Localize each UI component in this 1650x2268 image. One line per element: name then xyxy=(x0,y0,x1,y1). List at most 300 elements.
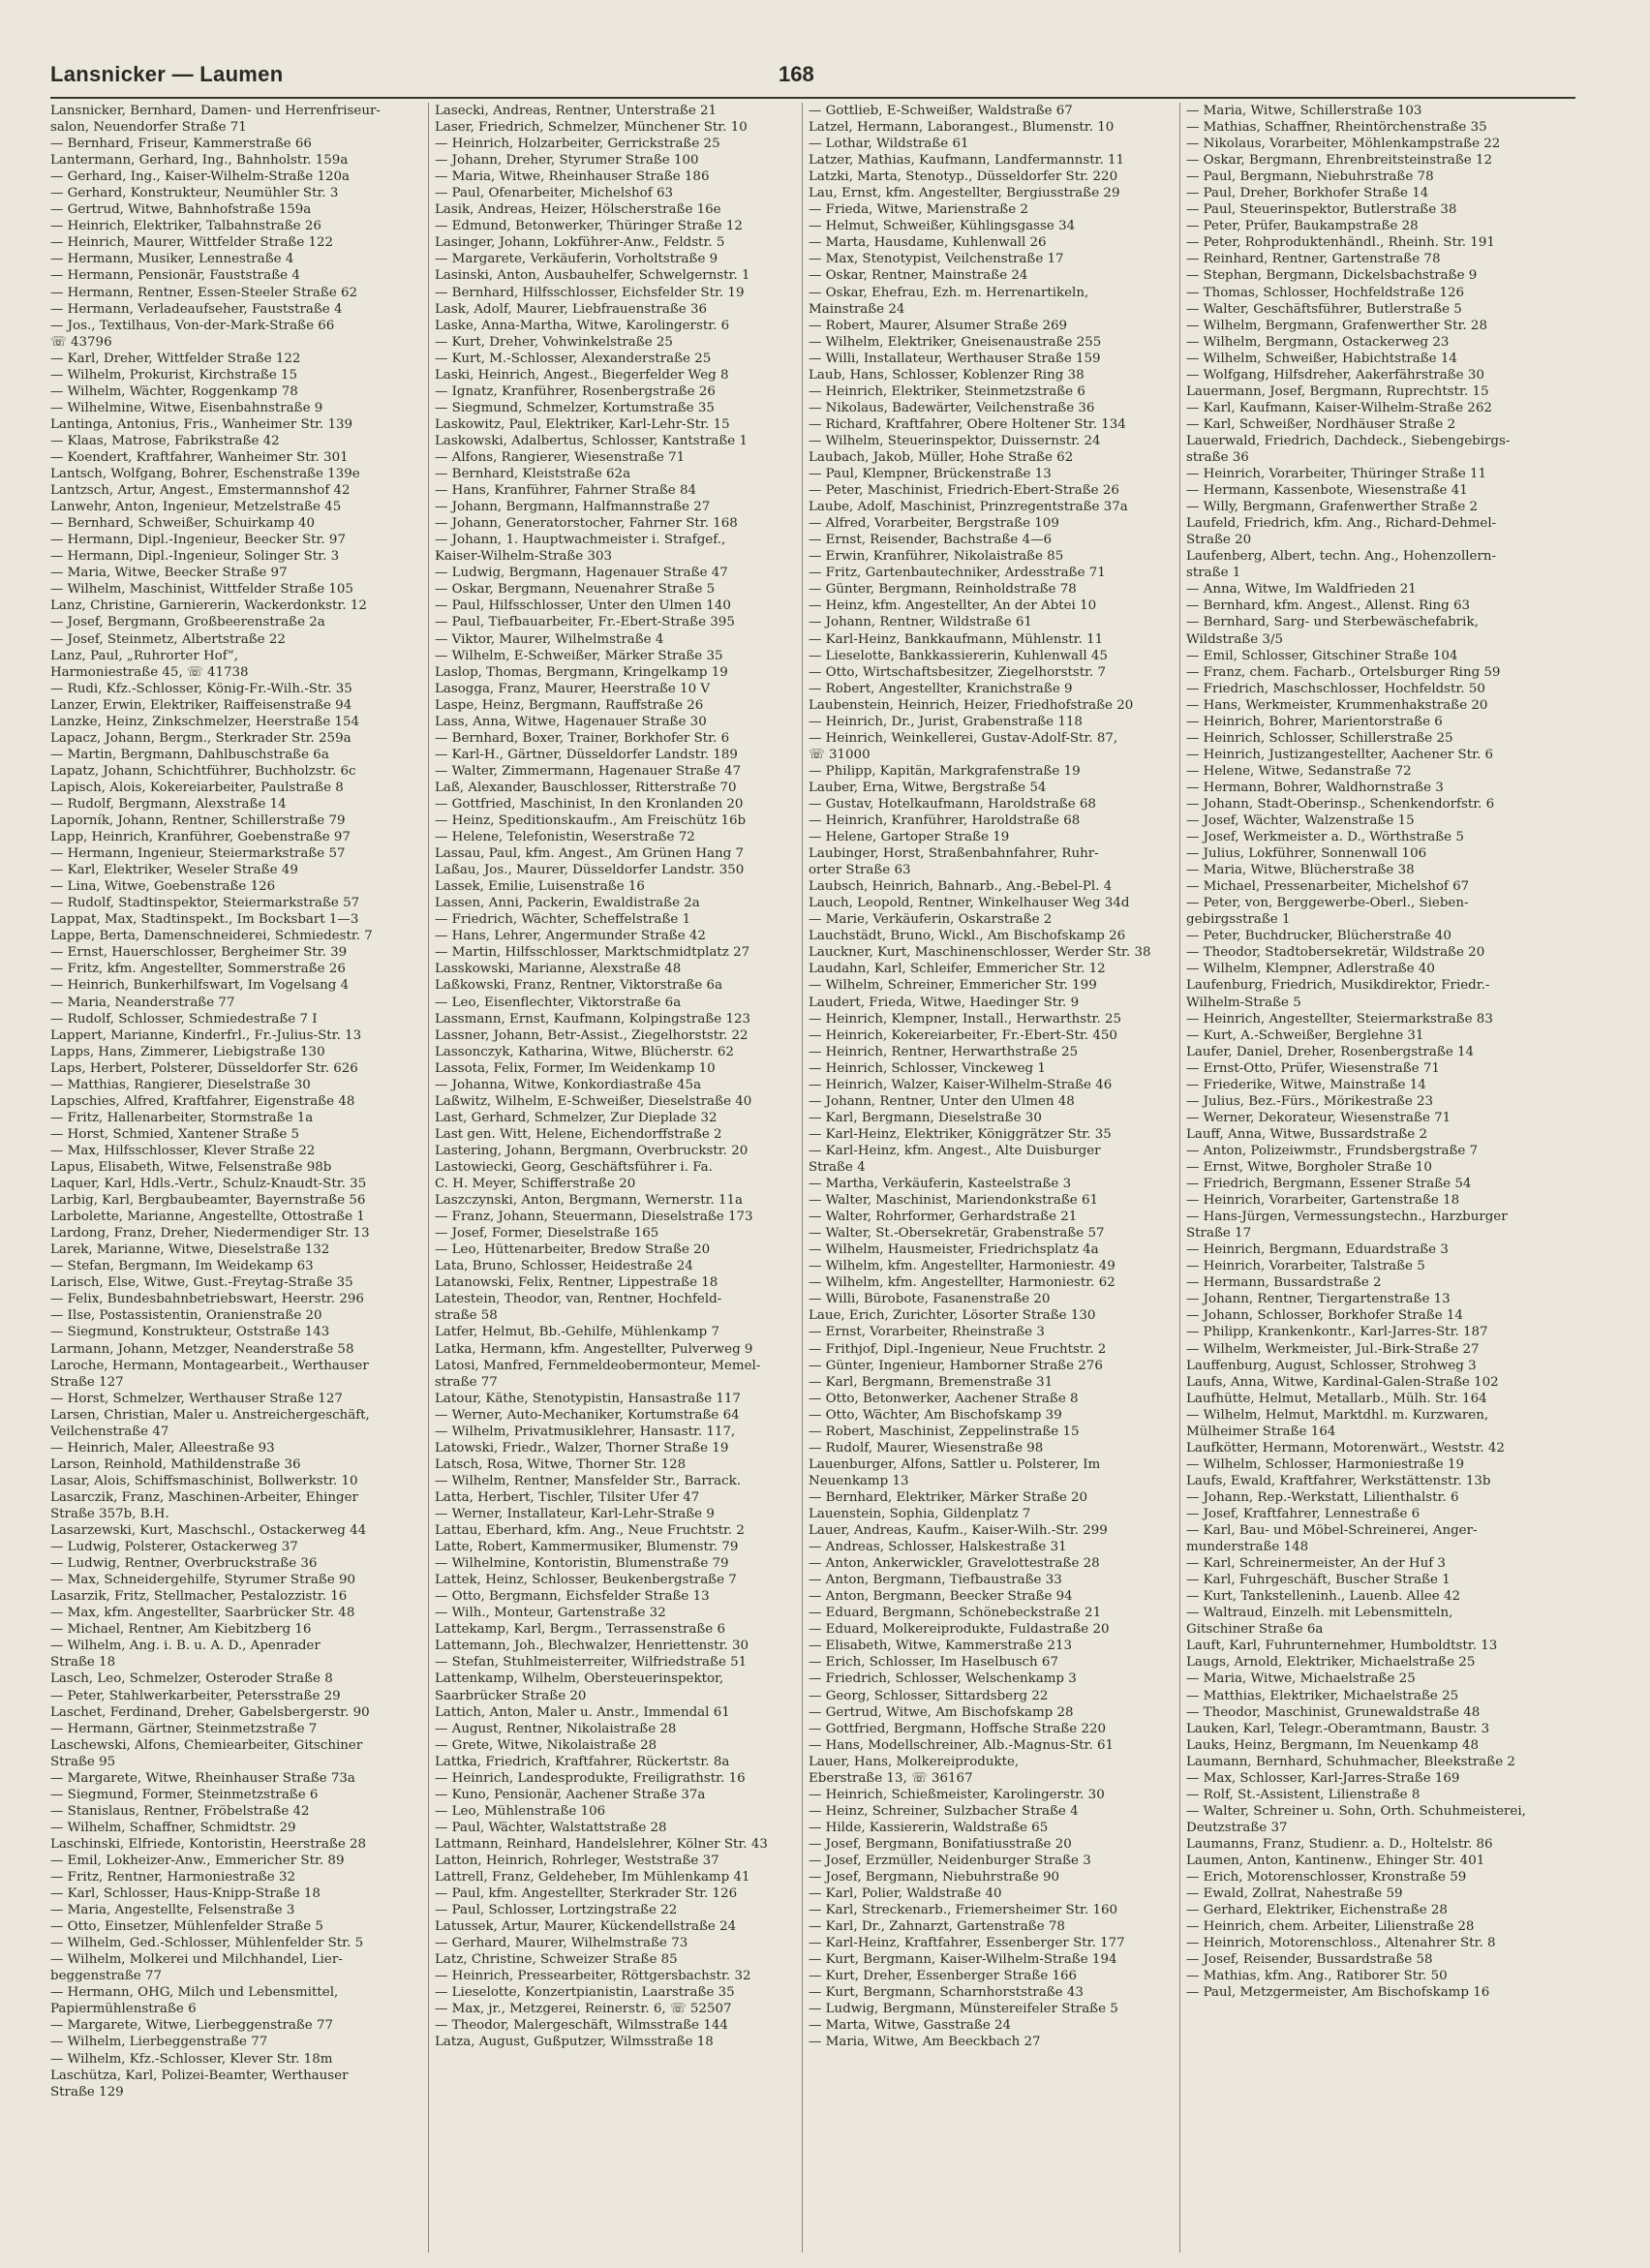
directory-entry-line: Wildstraße 3/5 xyxy=(1186,631,1283,647)
directory-entry-line: — Bernhard, Boxer, Trainer, Borkhofer Str. 6 xyxy=(435,730,730,746)
directory-entry-line: — Rudolf, Stadtinspektor, Steiermarkstraße 57 xyxy=(50,896,360,911)
directory-entry-line: — Gustav, Hotelkaufmann, Haroldstraße 68 xyxy=(809,796,1096,812)
directory-entry-line: beggenstraße 77 xyxy=(50,1969,162,1984)
directory-entry-line: Lapatz, Johann, Schichtführer, Buchholzstr. 6c xyxy=(50,763,356,779)
directory-entry-line: Lauerwald, Friedrich, Dachdeck., Siebengebirgs- xyxy=(1186,433,1511,448)
directory-entry-line: — Oskar, Ehefrau, Ezh. m. Herrenartikeln, xyxy=(809,285,1089,300)
directory-entry-line: — Leo, Hüttenarbeiter, Bredow Straße 20 xyxy=(435,1242,711,1258)
directory-entry-line: — Heinrich, chem. Arbeiter, Lilienstraße 28 xyxy=(1186,1919,1475,1935)
directory-entry-line: — Anton, Bergmann, Beecker Straße 94 xyxy=(809,1589,1073,1605)
column-4 xyxy=(1179,103,1583,2253)
directory-entry-line: — Gottlieb, E-Schweißer, Waldstraße 67 xyxy=(809,104,1073,118)
directory-entry-line: gebirgsstraße 1 xyxy=(1186,912,1291,928)
directory-entry-line: — Bernhard, Kleiststraße 62a xyxy=(435,467,631,482)
directory-entry-line: — Kurt, Tankstelleninh., Lauenb. Allee 42 xyxy=(1186,1589,1460,1605)
directory-entry-line: — Ewald, Zollrat, Nahestraße 59 xyxy=(1186,1886,1403,1902)
directory-entry-line: Laufenberg, Albert, techn. Ang., Hohenzollern- xyxy=(1186,549,1497,565)
directory-entry-line: Laugs, Arnold, Elektriker, Michaelstraße 25 xyxy=(1186,1655,1476,1670)
directory-entry-line: — Willy, Bergmann, Grafenwerther Straße 2 xyxy=(1186,500,1479,515)
directory-entry-line: — Wilhelm, Elektriker, Gneisenaustraße 255 xyxy=(809,334,1102,350)
directory-entry-line: Lauks, Heinz, Bergmann, Im Neuenkamp 48 xyxy=(1186,1737,1479,1753)
directory-entry-line: Straße 129 xyxy=(50,2084,124,2099)
directory-entry-line: Lattka, Friedrich, Kraftfahrer, Rückertstr. 8a xyxy=(435,1754,730,1769)
directory-entry-line: — Siegmund, Konstrukteur, Oststraße 143 xyxy=(50,1325,330,1340)
directory-entry-line: Laszczynski, Anton, Bergmann, Wernerstr. 11a xyxy=(435,1193,744,1209)
directory-entry-line: — Willi, Installateur, Werthauser Straße 159 xyxy=(809,351,1101,366)
directory-entry-line: Larbolette, Marianne, Angestellte, Ottostraße 1 xyxy=(50,1210,365,1225)
directory-entry-line: — Hermann, Gärtner, Steinmetzstraße 7 xyxy=(50,1721,318,1736)
directory-entry-line: — Wilhelm, Kfz.-Schlosser, Klever Str. 18m xyxy=(50,2051,333,2067)
directory-entry-line: — Oskar, Bergmann, Ehrenbreitsteinstraße 12 xyxy=(1186,153,1493,169)
directory-entry-line: — Willi, Bürobote, Fasanenstraße 20 xyxy=(809,1292,1051,1307)
directory-entry-line: Lauken, Karl, Telegr.-Oberamtmann, Baustr. 3 xyxy=(1186,1721,1490,1736)
directory-entry-line: Lassonczyk, Katharina, Witwe, Blücherstr. 62 xyxy=(435,1044,734,1059)
directory-entry-line: — Elisabeth, Witwe, Kammerstraße 213 xyxy=(809,1639,1072,1654)
directory-entry-line: — Andreas, Schlosser, Halskestraße 31 xyxy=(809,1540,1067,1555)
directory-entry-line: Laß, Alexander, Bauschlosser, Ritterstraße 70 xyxy=(435,780,737,795)
directory-entry-line: — Otto, Bergmann, Eichsfelder Straße 13 xyxy=(435,1589,710,1605)
directory-entry-line: — Ilse, Postassistentin, Oranienstraße 20 xyxy=(50,1308,322,1324)
directory-entry-line: — Walter, Geschäftsführer, Butlerstraße 5 xyxy=(1186,301,1462,317)
directory-entry-line: Latour, Käthe, Stenotypistin, Hansastraße 117 xyxy=(435,1391,741,1406)
directory-entry-line: Lassmann, Ernst, Kaufmann, Kolpingstraße 123 xyxy=(435,1011,750,1027)
directory-entry-line: — Reinhard, Rentner, Gartenstraße 78 xyxy=(1186,252,1441,267)
directory-entry-line: Latowski, Friedr., Walzer, Thorner Straße 19 xyxy=(435,1440,729,1456)
directory-entry-line: — Marta, Hausdame, Kuhlenwall 26 xyxy=(809,235,1047,251)
directory-entry-line: Lauber, Erna, Witwe, Bergstraße 54 xyxy=(809,780,1047,795)
directory-entry-line: Laslop, Thomas, Bergmann, Kringelkamp 19 xyxy=(435,664,728,680)
directory-entry-line: — Martha, Verkäuferin, Kasteelstraße 3 xyxy=(809,1177,1072,1192)
column-3 xyxy=(802,103,1175,2253)
directory-entry-line: Lastowiecki, Georg, Geschäftsführer i. Fa. xyxy=(435,1160,713,1175)
directory-entry-line: — Heinrich, Bunkerhilfswart, Im Vogelsang 4 xyxy=(50,978,350,994)
directory-entry-line: — Wilhelm, Prokurist, Kirchstraße 15 xyxy=(50,367,298,383)
directory-entry-line: — Josef, Bergmann, Niebuhrstraße 90 xyxy=(809,1870,1059,1885)
directory-entry-line: — Wolfgang, Hilfsdreher, Aakerfährstraße 30 xyxy=(1186,367,1484,383)
directory-entry-line: — Wilhelm, Ged.-Schlosser, Mühlenfelder Str. 5 xyxy=(50,1936,364,1951)
directory-entry-line: — Erwin, Kranführer, Nikolaistraße 85 xyxy=(809,549,1064,565)
directory-entry-line: — Gerhard, Elektriker, Eichenstraße 28 xyxy=(1186,1903,1448,1918)
directory-entry-line: Lantsch, Wolfgang, Bohrer, Eschenstraße 139e xyxy=(50,467,360,482)
directory-entry-line: — Anna, Witwe, Im Waldfrieden 21 xyxy=(1186,582,1417,598)
directory-entry-line: — Helene, Gartoper Straße 19 xyxy=(809,830,1010,845)
directory-entry-line: — Helene, Witwe, Sedanstraße 72 xyxy=(1186,763,1412,779)
directory-entry-line: Lasch, Leo, Schmelzer, Osteroder Straße 8 xyxy=(50,1671,333,1687)
directory-entry-line: — Heinrich, Dr., Jurist, Grabenstraße 118 xyxy=(809,714,1083,729)
directory-entry-line: — Robert, Maurer, Alsumer Straße 269 xyxy=(809,318,1068,333)
directory-entry-line: — Eduard, Bergmann, Schönebeckstraße 21 xyxy=(809,1606,1102,1621)
column-2 xyxy=(428,103,801,2253)
directory-entry-line: Laßkowski, Franz, Rentner, Viktorstraße 6a xyxy=(435,978,723,994)
directory-entry-line: — Wilhelm, Helmut, Marktdhl. m. Kurzwaren, xyxy=(1186,1407,1489,1423)
directory-entry-line: Laumen, Anton, Kantinenw., Ehinger Str. 401 xyxy=(1186,1853,1485,1868)
directory-entry-line: — Siegmund, Former, Steinmetzstraße 6 xyxy=(50,1787,319,1802)
directory-entry-line: Lauckner, Kurt, Maschinenschlosser, Werder Str. 38 xyxy=(809,945,1151,961)
directory-entry-line: Last gen. Witt, Helene, Eichendorffstraße 2 xyxy=(435,1126,722,1142)
directory-entry-line: — Fritz, Gartenbautechniker, Ardesstraße 71 xyxy=(809,566,1106,581)
directory-entry-line: Latz, Christine, Schweizer Straße 85 xyxy=(435,1952,678,1968)
directory-entry-line: — Ignatz, Kranführer, Rosenbergstraße 26 xyxy=(435,383,716,399)
directory-entry-line: — Ernst-Otto, Prüfer, Wiesenstraße 71 xyxy=(1186,1060,1440,1076)
directory-entry-line: — Hermann, OHG, Milch und Lebensmittel, xyxy=(50,1985,339,2001)
directory-entry-line: — August, Rentner, Nikolaistraße 28 xyxy=(435,1721,677,1736)
directory-entry-line: — Hans, Kranführer, Fahrner Straße 84 xyxy=(435,483,697,499)
directory-entry-line: — Friedrich, Schlosser, Welschenkamp 3 xyxy=(809,1671,1077,1687)
directory-entry-line: — Stanislaus, Rentner, Fröbelstraße 42 xyxy=(50,1803,310,1819)
directory-entry-line: Laub, Hans, Schlosser, Koblenzer Ring 38 xyxy=(809,367,1085,383)
directory-entry-line: — Wilhelm, kfm. Angestellter, Harmoniestr. 49 xyxy=(809,1259,1115,1274)
directory-entry-line: — Wilhelm, Steuerinspektor, Duissernstr. 24 xyxy=(809,433,1101,448)
directory-entry-line: — Ernst, Hauerschlosser, Bergheimer Str. 39 xyxy=(50,945,348,961)
directory-entry-line: — Karl, Bergmann, Bremenstraße 31 xyxy=(809,1374,1054,1390)
directory-entry-line: — Helmut, Schweißer, Kühlingsgasse 34 xyxy=(809,219,1076,234)
directory-entry-line: — Karl, Bergmann, Dieselstraße 30 xyxy=(809,1110,1042,1125)
directory-entry-line: — Werner, Installateur, Karl-Lehr-Straße 9 xyxy=(435,1506,715,1521)
directory-entry-line: — Leo, Eisenflechter, Viktorstraße 6a xyxy=(435,995,682,1010)
directory-entry-line: — Walter, Rohrformer, Gerhardstraße 21 xyxy=(809,1210,1078,1225)
directory-entry-line: — Bernhard, Schweißer, Schuirkamp 40 xyxy=(50,516,316,532)
directory-entry-line: Deutzstraße 37 xyxy=(1186,1820,1288,1835)
directory-entry-line: — Gerhard, Ing., Kaiser-Wilhelm-Straße 120a xyxy=(50,169,351,185)
directory-entry-line: — Peter, Rohproduktenhändl., Rheinh. Str. 191 xyxy=(1186,235,1495,251)
directory-entry-line: — Rudolf, Maurer, Wiesenstraße 98 xyxy=(809,1440,1044,1456)
directory-entry-line: — Wilhelmine, Witwe, Eisenbahnstraße 9 xyxy=(50,400,323,415)
directory-entry-line: Laschütza, Karl, Polizei-Beamter, Werthauser xyxy=(50,2068,349,2083)
directory-entry-line: — Erich, Schlosser, Im Haselbusch 67 xyxy=(809,1655,1058,1670)
directory-entry-line: Lauch, Leopold, Rentner, Winkelhauser Weg 34d xyxy=(809,896,1130,911)
directory-entry-line: Latfer, Helmut, Bb.-Gehilfe, Mühlenkamp 7 xyxy=(435,1325,720,1340)
directory-entry-line: — Peter, Buchdrucker, Blücherstraße 40 xyxy=(1186,929,1451,944)
directory-entry-line: — Franz, chem. Facharb., Ortelsburger Ring 59 xyxy=(1186,664,1501,680)
directory-entry-line: — Kurt, Bergmann, Kaiser-Wilhelm-Straße 194 xyxy=(809,1952,1117,1968)
directory-entry-line: Straße 18 xyxy=(50,1655,116,1670)
directory-entry-line: — Nikolaus, Vorarbeiter, Möhlenkampstraße 22 xyxy=(1186,137,1501,152)
directory-entry-line: — Bernhard, Sarg- und Sterbewäschefabrik, xyxy=(1186,615,1479,630)
directory-entry-line: Lanz, Paul, „Ruhrorter Hof“, xyxy=(50,648,239,663)
directory-entry-line: Lauer, Andreas, Kaufm., Kaiser-Wilh.-Str. 299 xyxy=(809,1523,1108,1539)
directory-entry-line: — Anton, Bergmann, Tiefbaustraße 33 xyxy=(809,1573,1062,1588)
directory-entry-line: — Oskar, Rentner, Mainstraße 24 xyxy=(809,268,1028,284)
directory-entry-line: — Maria, Witwe, Am Beeckbach 27 xyxy=(809,2035,1041,2050)
directory-entry-line: Laspe, Heinz, Bergmann, Rauffstraße 26 xyxy=(435,697,704,713)
directory-entry-line: orter Straße 63 xyxy=(809,863,911,878)
directory-entry-line: — Wilhelm, Bergmann, Grafenwerther Str. 28 xyxy=(1186,318,1487,333)
directory-entry-line: Lass, Anna, Witwe, Hagenauer Straße 30 xyxy=(435,714,707,729)
directory-entry-line: Lasogga, Franz, Maurer, Heerstraße 10 V xyxy=(435,681,711,696)
directory-entry-line: — Siegmund, Schmelzer, Kortumstraße 35 xyxy=(435,400,715,415)
directory-entry-line: — Jos., Textilhaus, Von-der-Mark-Straße 66 xyxy=(50,318,335,333)
directory-entry-line: — Heinrich, Elektriker, Steinmetzstraße 6 xyxy=(809,383,1085,399)
directory-entry-line: Lattekamp, Karl, Bergm., Terrassenstraße 6 xyxy=(435,1622,726,1638)
directory-entry-line: Lauenburger, Alfons, Sattler u. Polsterer, Im xyxy=(809,1456,1101,1472)
directory-entry-line: — Johann, Stadt-Oberinsp., Schenkendorfstr. 6 xyxy=(1186,796,1495,812)
directory-entry-line: — Johanna, Witwe, Konkordiastraße 45a xyxy=(435,1077,702,1092)
directory-entry-line: Lansnicker, Bernhard, Damen- und Herrenfriseur- xyxy=(50,104,381,118)
directory-entry-line: Harmoniestraße 45, ☏ 41738 xyxy=(50,664,249,680)
directory-entry-line: — Wilhelm, Maschinist, Wittfelder Straße 105 xyxy=(50,582,353,598)
directory-entry-line: — Maria, Witwe, Rheinhauser Straße 186 xyxy=(435,169,710,185)
directory-entry-line: — Margarete, Witwe, Lierbeggenstraße 77 xyxy=(50,2018,334,2034)
directory-entry-line: — Margarete, Witwe, Rheinhauser Straße 73a xyxy=(50,1770,355,1786)
directory-entry-line: Lassen, Anni, Packerin, Ewaldistraße 2a xyxy=(435,896,700,911)
directory-entry-line: — Kurt, Dreher, Essenberger Straße 166 xyxy=(809,1969,1078,1984)
directory-entry-line: — Max, Schneidergehilfe, Styrumer Straße 90 xyxy=(50,1573,356,1588)
directory-entry-line: Latzel, Hermann, Laborangest., Blumenstr. 10 xyxy=(809,120,1115,136)
directory-entry-line: Straße 17 xyxy=(1186,1226,1252,1241)
directory-entry-line: Lassner, Johann, Betr-Assist., Ziegelhorststr. 22 xyxy=(435,1027,749,1043)
directory-entry-line: — Gertrud, Witwe, Bahnhofstraße 159a xyxy=(50,202,312,218)
directory-entry-line: — Hermann, Pensionär, Fauststraße 4 xyxy=(50,268,300,284)
directory-entry-line: — Heinrich, Vorarbeiter, Gartenstraße 18 xyxy=(1186,1193,1460,1209)
directory-entry-line: Latzer, Mathias, Kaufmann, Landfermannstr. 11 xyxy=(809,153,1125,169)
directory-entry-line: — Robert, Angestellter, Kranichstraße 9 xyxy=(809,681,1073,696)
directory-entry-line: — Johann, Rep.-Werkstatt, Lilienthalstr. 6 xyxy=(1186,1489,1459,1505)
directory-entry-line: Latosi, Manfred, Fernmeldeobermonteur, Memel- xyxy=(435,1358,761,1373)
directory-entry-line: Last, Gerhard, Schmelzer, Zur Dieplade 32 xyxy=(435,1110,718,1125)
directory-entry-line: — Johann, 1. Hauptwachmeister i. Strafgef., xyxy=(435,533,726,548)
directory-entry-line: — Max, Hilfsschlosser, Klever Straße 22 xyxy=(50,1143,316,1158)
directory-entry-line: — Heinrich, Schlosser, Vinckeweg 1 xyxy=(809,1060,1046,1076)
directory-entry-line: — Gottfried, Maschinist, In den Kronlanden 20 xyxy=(435,796,744,812)
directory-entry-line: — Heinz, Schreiner, Sulzbacher Straße 4 xyxy=(809,1803,1079,1819)
directory-entry-line: — Wilhelm, kfm. Angestellter, Harmoniestr. 62 xyxy=(809,1275,1115,1291)
directory-entry-line: — Theodor, Malergeschäft, Wilmsstraße 144 xyxy=(435,2018,728,2034)
directory-entry-line: — Günter, Bergmann, Reinholdstraße 78 xyxy=(809,582,1077,598)
directory-entry-line: Lattich, Anton, Maler u. Anstr., Immendal 61 xyxy=(435,1704,730,1720)
directory-entry-line: Lattau, Eberhard, kfm. Ang., Neue Fruchtstr. 2 xyxy=(435,1523,745,1539)
directory-entry-line: — Friederike, Witwe, Mainstraße 14 xyxy=(1186,1077,1426,1092)
directory-entry-line: — Wilhelm, Lierbeggenstraße 77 xyxy=(50,2035,268,2050)
directory-entry-line: — Hermann, Musiker, Lennestraße 4 xyxy=(50,252,294,267)
directory-entry-line: straße 36 xyxy=(1186,449,1249,465)
directory-entry-line: — Heinrich, Bohrer, Marientorstraße 6 xyxy=(1186,714,1443,729)
directory-entry-line: — Wilhelm, E-Schweißer, Märker Straße 35 xyxy=(435,648,723,663)
directory-entry-line: — Ernst, Vorarbeiter, Rheinstraße 3 xyxy=(809,1325,1045,1340)
directory-entry-line: Latzki, Marta, Stenotyp., Düsseldorfer Str. 220 xyxy=(809,169,1118,185)
directory-entry-line: Laudert, Frieda, Witwe, Haedinger Str. 9 xyxy=(809,995,1080,1010)
directory-entry-line: salon, Neuendorfer Straße 71 xyxy=(50,120,247,136)
directory-entry-line: Laufenburg, Friedrich, Musikdirektor, Friedr.- xyxy=(1186,978,1490,994)
directory-entry-line: — Heinrich, Klempner, Install., Herwarthstr. 25 xyxy=(809,1011,1122,1027)
directory-entry-line: — Hermann, Verladeaufseher, Fauststraße 4 xyxy=(50,301,343,317)
directory-entry-line: — Wilhelm, Rentner, Mansfelder Str., Barrack. xyxy=(435,1473,742,1488)
directory-entry-line: Laubinger, Horst, Straßenbahnfahrer, Ruhr- xyxy=(809,846,1099,862)
directory-entry-line: — Hermann, Dipl.-Ingenieur, Beecker Str. 97 xyxy=(50,533,346,548)
directory-entry-line: — Eduard, Molkereiprodukte, Fuldastraße 20 xyxy=(809,1622,1110,1638)
directory-entry-line: Lantermann, Gerhard, Ing., Bahnholstr. 159a xyxy=(50,153,349,169)
directory-entry-line: Laufkötter, Hermann, Motorenwärt., Weststr. 42 xyxy=(1186,1440,1505,1456)
directory-entry-line: Lauft, Karl, Fuhrunternehmer, Humboldtstr. 13 xyxy=(1186,1639,1498,1654)
directory-entry-line: — Wilhelm, Molkerei und Milchhandel, Lier- xyxy=(50,1952,343,1968)
directory-entry-line: — Otto, Einsetzer, Mühlenfelder Straße 5 xyxy=(50,1919,323,1935)
directory-entry-line: — Emil, Schlosser, Gitschiner Straße 104 xyxy=(1186,648,1458,663)
directory-entry-line: — Fritz, Hallenarbeiter, Stormstraße 1a xyxy=(50,1110,314,1125)
directory-entry-line: — Paul, kfm. Angestellter, Sterkrader Str. 126 xyxy=(435,1886,738,1902)
directory-entry-line: Lantzsch, Artur, Angest., Emstermannshof 42 xyxy=(50,483,351,499)
directory-entry-line: Laschet, Ferdinand, Dreher, Gabelsbergerstr. 90 xyxy=(50,1704,370,1720)
directory-entry-line: — Karl, Dr., Zahnarzt, Gartenstraße 78 xyxy=(809,1919,1065,1935)
directory-entry-line: Lanzke, Heinz, Zinkschmelzer, Heerstraße 154 xyxy=(50,714,360,729)
directory-entry-line: Lattemann, Joh., Blechwalzer, Henriettenstr. 30 xyxy=(435,1639,749,1654)
directory-entry-line: — Erich, Motorenschlosser, Kronstraße 59 xyxy=(1186,1870,1467,1885)
running-title: Lansnicker — Laumen xyxy=(50,62,284,86)
directory-entry-line: Laubenstein, Heinrich, Heizer, Friedhofstraße 20 xyxy=(809,697,1134,713)
directory-entry-line: Lastering, Johann, Bergmann, Overbruckstr. 20 xyxy=(435,1143,749,1158)
directory-entry-line: Wilhelm-Straße 5 xyxy=(1186,995,1301,1010)
directory-entry-line: — Josef, Steinmetz, Albertstraße 22 xyxy=(50,631,286,647)
directory-entry-line: — Ernst, Reisender, Bachstraße 4—6 xyxy=(809,533,1053,548)
directory-entry-line: — Josef, Reisender, Bussardstraße 58 xyxy=(1186,1952,1433,1968)
directory-entry-line: Lapp, Heinrich, Kranführer, Goebenstraße 97 xyxy=(50,830,351,845)
directory-entry-line: — Günter, Ingenieur, Hamborner Straße 276 xyxy=(809,1358,1103,1373)
directory-entry-line: Lattenkamp, Wilhelm, Obersteuerinspektor, xyxy=(435,1671,724,1687)
directory-entry-line: — Koendert, Kraftfahrer, Wanheimer Str. 301 xyxy=(50,449,349,465)
directory-entry-line: Latestein, Theodor, van, Rentner, Hochfeld- xyxy=(435,1292,722,1307)
directory-entry-line: — Heinrich, Kokereiarbeiter, Fr.-Ebert-Str. 450 xyxy=(809,1027,1117,1043)
directory-entry-line: — Martin, Bergmann, Dahlbuschstraße 6a xyxy=(50,747,329,762)
directory-entry-line: Lauchstädt, Bruno, Wickl., Am Bischofskamp 26 xyxy=(809,929,1126,944)
directory-entry-line: Lassota, Felix, Former, Im Weidenkamp 10 xyxy=(435,1060,716,1076)
directory-entry-line: — Waltraud, Einzelh. mit Lebensmitteln, xyxy=(1186,1606,1453,1621)
directory-entry-line: — Walter, Zimmermann, Hagenauer Straße 47 xyxy=(435,763,742,779)
directory-entry-line: — Bernhard, Elektriker, Märker Straße 20 xyxy=(809,1489,1088,1505)
directory-entry-line: — Wilhelm, Wächter, Roggenkamp 78 xyxy=(50,383,298,399)
directory-entry-line: — Edmund, Betonwerker, Thüringer Straße 12 xyxy=(435,219,743,234)
directory-entry-line: — Karl, Dreher, Wittfelder Straße 122 xyxy=(50,351,301,366)
directory-entry-line: — Karl, Kaufmann, Kaiser-Wilhelm-Straße 262 xyxy=(1186,400,1492,415)
directory-entry-line: Straße 357b, B.H. xyxy=(50,1506,169,1521)
directory-entry-line: — Lina, Witwe, Goebenstraße 126 xyxy=(50,879,276,895)
directory-entry-line: Lattmann, Reinhard, Handelslehrer, Kölner Str. 43 xyxy=(435,1836,768,1852)
directory-entry-line: — Heinrich, Weinkellerei, Gustav-Adolf-Str. 87, xyxy=(809,730,1118,746)
directory-entry-line: — Karl-Heinz, Kraftfahrer, Essenberger Str. 177 xyxy=(809,1936,1125,1951)
directory-entry-line: — Wilhelm, Ang. i. B. u. A. D., Apenrader xyxy=(50,1639,321,1654)
directory-entry-line: — Hilde, Kassiererin, Waldstraße 65 xyxy=(809,1820,1049,1835)
directory-entry-line: — Friedrich, Bergmann, Essener Straße 54 xyxy=(1186,1177,1472,1192)
directory-entry-line: Gitschiner Straße 6a xyxy=(1186,1622,1324,1638)
directory-entry-line: — Johann, Rentner, Unter den Ulmen 48 xyxy=(809,1093,1075,1109)
directory-entry-line: Lattrell, Franz, Geldeheber, Im Mühlenkamp 41 xyxy=(435,1870,750,1885)
directory-entry-line: — Heinrich, Bergmann, Eduardstraße 3 xyxy=(1186,1242,1449,1258)
directory-entry-line: — Peter, Maschinist, Friedrich-Ebert-Straße 26 xyxy=(809,483,1119,499)
directory-entry-line: — Maria, Angestellte, Felsenstraße 3 xyxy=(50,1903,295,1918)
directory-entry-line: — Mathias, kfm. Ang., Ratiborer Str. 50 xyxy=(1186,1969,1448,1984)
directory-entry-line: — Ludwig, Bergmann, Hagenauer Straße 47 xyxy=(435,566,728,581)
directory-entry-line: Lapus, Elisabeth, Witwe, Felsenstraße 98b xyxy=(50,1160,332,1175)
directory-entry-line: Lasinski, Anton, Ausbauhelfer, Schwelgernstr. 1 xyxy=(435,268,750,284)
directory-entry-line: Lauff, Anna, Witwe, Bussardstraße 2 xyxy=(1186,1126,1428,1142)
directory-entry-line: Laufs, Anna, Witwe, Kardinal-Galen-Straße 102 xyxy=(1186,1374,1499,1390)
directory-entry-line: — Ludwig, Polsterer, Ostackerweg 37 xyxy=(50,1540,298,1555)
directory-entry-line: — Peter, Prüfer, Baukampstraße 28 xyxy=(1186,219,1419,234)
directory-entry-line: Laube, Adolf, Maschinist, Prinzregentstraße 37a xyxy=(809,500,1128,515)
directory-entry-line: — Kuno, Pensionär, Aachener Straße 37a xyxy=(435,1787,706,1802)
directory-entry-line: Laporník, Johann, Rentner, Schillerstraße 79 xyxy=(50,813,346,829)
directory-entry-line: Latka, Hermann, kfm. Angestellter, Pulverweg 9 xyxy=(435,1341,753,1357)
directory-entry-line: — Hans, Werkmeister, Krummenhakstraße 20 xyxy=(1186,697,1488,713)
directory-entry-line: — Heinrich, Vorarbeiter, Talstraße 5 xyxy=(1186,1259,1425,1274)
directory-entry-line: — Paul, Metzgermeister, Am Bischofskamp 16 xyxy=(1186,1985,1490,2001)
directory-entry-line: — Richard, Kraftfahrer, Obere Holtener Str. 134 xyxy=(809,416,1126,432)
directory-entry-line: — Karl, Schlosser, Haus-Knipp-Straße 18 xyxy=(50,1886,321,1902)
directory-entry-line: Lapacz, Johann, Bergm., Sterkrader Str. 259a xyxy=(50,730,351,746)
directory-entry-line: Lauermann, Josef, Bergmann, Ruprechtstr. 15 xyxy=(1186,383,1489,399)
directory-entry-line: — Wilhelm, Schlosser, Harmoniestraße 19 xyxy=(1186,1456,1464,1472)
directory-entry-line: — Heinrich, Holzarbeiter, Gerrickstraße 25 xyxy=(435,137,720,152)
directory-entry-line: Lardong, Franz, Dreher, Niedermendiger Str. 13 xyxy=(50,1226,370,1241)
directory-entry-line: Lapisch, Alois, Kokereiarbeiter, Paulstraße 8 xyxy=(50,780,344,795)
directory-entry-line: — Wilhelm, Schaffner, Schmidtstr. 29 xyxy=(50,1820,296,1835)
directory-entry-line: Laufs, Ewald, Kraftfahrer, Werkstättenstr. 13b xyxy=(1186,1473,1491,1488)
directory-entry-line: — Heinrich, Rentner, Herwarthstraße 25 xyxy=(809,1044,1079,1059)
directory-entry-line: Latte, Robert, Kammermusiker, Blumenstr. 79 xyxy=(435,1540,739,1555)
directory-entry-line: — Johann, Rentner, Tiergartenstraße 13 xyxy=(1186,1292,1451,1307)
directory-entry-line: — Otto, Wächter, Am Bischofskamp 39 xyxy=(809,1407,1062,1423)
page-number: 168 xyxy=(779,62,814,86)
directory-entry-line: Laubsch, Heinrich, Bahnarb., Ang.-Bebel-Pl. 4 xyxy=(809,879,1113,895)
directory-entry-line: — Friedrich, Maschschlosser, Hochfeldstr. 50 xyxy=(1186,681,1485,696)
directory-entry-line: — Paul, Ofenarbeiter, Michelshof 63 xyxy=(435,186,673,201)
directory-entry-line: — Lothar, Wildstraße 61 xyxy=(809,137,969,152)
directory-entry-line: Latussek, Artur, Maurer, Kückendellstraße 24 xyxy=(435,1919,737,1935)
directory-entry-line: Lasarzik, Fritz, Stellmacher, Pestalozzistr. 16 xyxy=(50,1589,348,1605)
directory-entry-line: — Johann, Schlosser, Borkhofer Straße 14 xyxy=(1186,1308,1463,1324)
directory-entry-line: — Paul, Dreher, Borkhofer Straße 14 xyxy=(1186,186,1429,201)
directory-entry-line: — Walter, Schreiner u. Sohn, Orth. Schuhmeisterei, xyxy=(1186,1803,1526,1819)
directory-entry-line: Laski, Heinrich, Angest., Biegerfelder Weg 8 xyxy=(435,367,729,383)
directory-entry-line: — Peter, Stahlwerkarbeiter, Petersstraße 29 xyxy=(50,1688,341,1703)
directory-entry-line: — Alfred, Vorarbeiter, Bergstraße 109 xyxy=(809,516,1059,532)
directory-entry-line: — Maria, Witwe, Blücherstraße 38 xyxy=(1186,863,1415,878)
directory-entry-line: Larek, Marianne, Witwe, Dieselstraße 132 xyxy=(50,1242,330,1258)
directory-entry-line: ☏ 31000 xyxy=(809,747,871,762)
directory-entry-line: — Fritz, Rentner, Harmoniestraße 32 xyxy=(50,1870,296,1885)
directory-entry-line: — Martin, Hilfsschlosser, Marktschmidtplatz 27 xyxy=(435,945,750,961)
directory-entry-line: — Horst, Schmelzer, Werthauser Straße 127 xyxy=(50,1391,343,1406)
directory-entry-line: — Maria, Witwe, Beecker Straße 97 xyxy=(50,566,288,581)
column-1 xyxy=(50,103,416,2253)
directory-entry-line: — Emil, Lokheizer-Anw., Emmericher Str. 89 xyxy=(50,1853,345,1868)
directory-entry-line: — Karl, Schweißer, Nordhäuser Straße 2 xyxy=(1186,416,1456,432)
directory-entry-line: Laschewski, Alfons, Chemiearbeiter, Gitschiner xyxy=(50,1737,363,1753)
directory-entry-line: Laue, Erich, Zurichter, Lösorter Straße 130 xyxy=(809,1308,1096,1324)
directory-entry-line: Latza, August, Gußputzer, Wilmsstraße 18 xyxy=(435,2035,714,2050)
directory-entry-line: Lauer, Hans, Molkereiprodukte, xyxy=(809,1754,1020,1769)
directory-entry-line: — Ludwig, Bergmann, Münstereifeler Straße 5 xyxy=(809,2002,1118,2017)
directory-entry-line: Saarbrücker Straße 20 xyxy=(435,1688,587,1703)
directory-entry-line: — Wilhelm, Werkmeister, Jul.-Birk-Straße 27 xyxy=(1186,1341,1480,1357)
directory-entry-line: — Heinz, kfm. Angestellter, An der Abtei 10 xyxy=(809,598,1097,614)
directory-entry-line: Lata, Bruno, Schlosser, Heidestraße 24 xyxy=(435,1259,693,1274)
directory-entry-line: Straße 95 xyxy=(50,1754,116,1769)
directory-entry-line: — Paul, Wächter, Walstattstraße 28 xyxy=(435,1820,667,1835)
directory-entry-line: — Wilhelm, Hausmeister, Friedrichsplatz 4a xyxy=(809,1242,1099,1258)
directory-entry-line: Papiermühlenstraße 6 xyxy=(50,2002,197,2017)
directory-entry-line: Laskowski, Adalbertus, Schlosser, Kantstraße 1 xyxy=(435,433,748,448)
directory-entry-line: — Heinrich, Angestellter, Steiermarkstraße 83 xyxy=(1186,1011,1493,1027)
directory-entry-line: — Leo, Mühlenstraße 106 xyxy=(435,1803,606,1819)
directory-entry-line: — Hermann, Kassenbote, Wiesenstraße 41 xyxy=(1186,483,1468,499)
directory-entry-line: — Nikolaus, Badewärter, Veilchenstraße 36 xyxy=(809,400,1095,415)
directory-entry-line: — Wilhelm, Schweißer, Habichtstraße 14 xyxy=(1186,351,1457,366)
directory-entry-line: — Gottfried, Bergmann, Hoffsche Straße 220 xyxy=(809,1721,1107,1736)
directory-entry-line: — Werner, Dekorateur, Wiesenstraße 71 xyxy=(1186,1110,1451,1125)
directory-entry-line: — Paul, Hilfsschlosser, Unter den Ulmen 140 xyxy=(435,598,731,614)
directory-entry-line: — Stefan, Bergmann, Im Weidekamp 63 xyxy=(50,1259,314,1274)
directory-entry-line: — Karl, Schreinermeister, An der Huf 3 xyxy=(1186,1556,1446,1572)
directory-entry-line: Laufhütte, Helmut, Metallarb., Mülh. Str. 164 xyxy=(1186,1391,1487,1406)
directory-entry-line: — Karl, Streckenarb., Friemersheimer Str. 160 xyxy=(809,1903,1118,1918)
